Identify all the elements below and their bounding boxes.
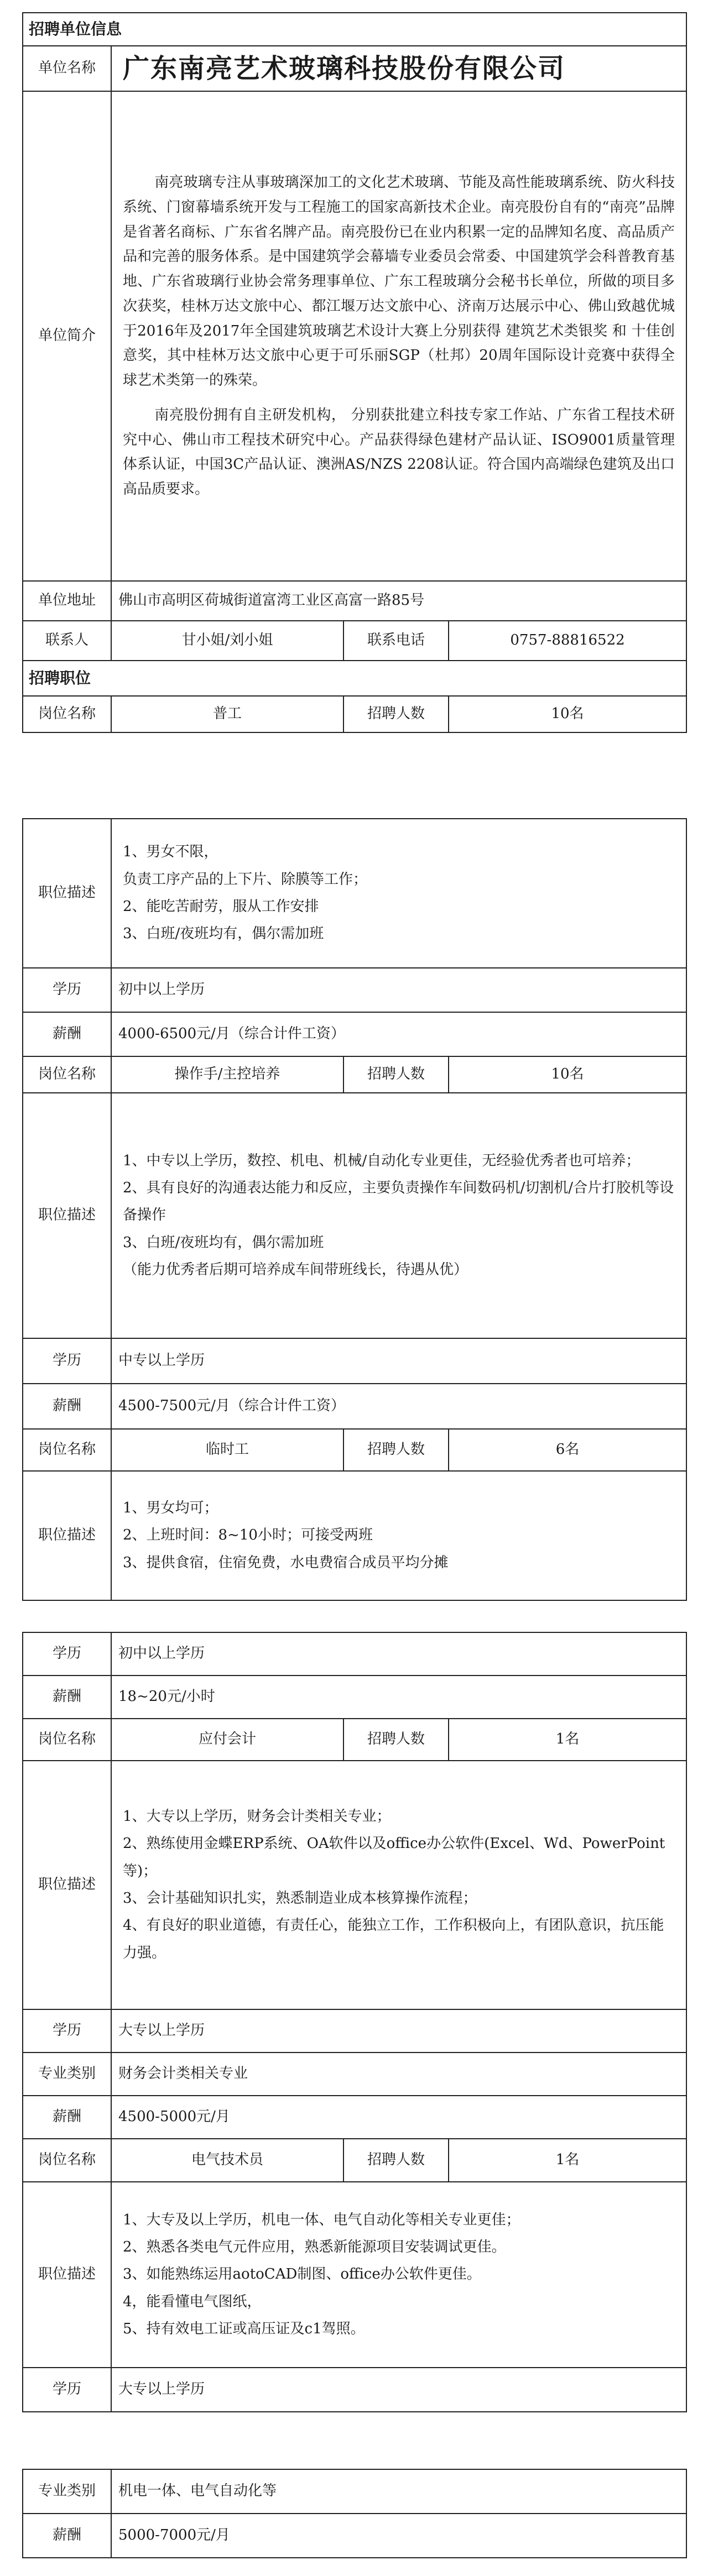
jobs-table-1 <box>22 818 687 1601</box>
section-title-positions: 招聘职位 <box>23 661 686 696</box>
job-desc-line: 2、具有良好的沟通表达能力和反应，主要负责操作车间数码机/切割机/合片打胶机等设备操作 <box>123 1179 674 1224</box>
job-education: 大专以上学历 <box>111 2368 686 2412</box>
job-salary: 18~20元/小时 <box>111 1676 686 1719</box>
job-desc-line: 1、男女不限， <box>123 844 218 861</box>
section-title-company: 招聘单位信息 <box>23 13 686 46</box>
job-desc-line: 1、男女均可； <box>123 1499 218 1516</box>
job-name: 操作手/主控培养 <box>111 1056 343 1093</box>
jobs-table-2 <box>22 1632 687 2412</box>
job-desc-line: 3、白班/夜班均有，偶尔需加班 <box>123 1234 324 1251</box>
job-desc-line: 3、提供食宿，住宿免费，水电费宿合成员平均分摊 <box>123 1554 449 1571</box>
job-count: 1名 <box>449 1719 686 1761</box>
job-education-label: 学历 <box>23 2368 111 2412</box>
job-name-label: 岗位名称 <box>23 1056 111 1093</box>
job-desc-line: 2、熟悉各类电气元件应用，熟悉新能源项目安装调试更佳。 <box>123 2238 506 2255</box>
job-major-label: 专业类别 <box>23 2053 111 2096</box>
jobs-table-3 <box>22 2469 687 2558</box>
job-major: 财务会计类相关专业 <box>111 2053 686 2096</box>
job-desc-line: 1、大专及以上学历，机电一体、电气自动化等相关专业更佳； <box>123 2211 520 2228</box>
job-desc-line: （能力优秀者后期可培养成车间带班线长，待遇从优） <box>123 1261 468 1279</box>
job-name: 临时工 <box>111 1429 343 1471</box>
job-salary-label: 薪酬 <box>23 1676 111 1719</box>
job-desc-line: 1、中专以上学历，数控、机电、机械/自动化专业更佳，无经验优秀者也可培养； <box>123 1152 641 1169</box>
job-salary-label: 薪酬 <box>23 2096 111 2139</box>
job-name-label: 岗位名称 <box>23 1719 111 1761</box>
company-address-label: 单位地址 <box>23 581 111 621</box>
job-description <box>111 1761 686 2009</box>
job-desc-line: 3、如能熟练运用aotoCAD制图、office办公软件更佳。 <box>123 2266 481 2283</box>
job-name: 应付会计 <box>111 1719 343 1761</box>
job-desc-label: 职位描述 <box>23 1761 111 2009</box>
job-count-label: 招聘人数 <box>343 1429 449 1471</box>
job-education: 初中以上学历 <box>111 968 686 1012</box>
job-salary: 4500-5000元/月 <box>111 2096 686 2139</box>
job-count-label: 招聘人数 <box>343 696 449 732</box>
contact-name: 甘小姐/刘小姐 <box>111 621 343 661</box>
company-name: 广东南亮艺术玻璃科技股份有限公司 <box>111 46 686 91</box>
job-desc-line: 1、大专以上学历，财务会计类相关专业； <box>123 1808 391 1825</box>
job-desc-label: 职位描述 <box>23 1471 111 1600</box>
job-name-label: 岗位名称 <box>23 2139 111 2182</box>
job-major: 机电一体、电气自动化等 <box>111 2469 686 2514</box>
job-desc-line: 负责工序产品的上下片、除膜等工作； <box>123 871 368 888</box>
job-count-label: 招聘人数 <box>343 1056 449 1093</box>
job-desc-line: 4、有良好的职业道德，有责任心，能独立工作，工作积极向上，有团队意识，抗压能力强。 <box>123 1917 664 1961</box>
job-desc-label: 职位描述 <box>23 2182 111 2368</box>
job-description <box>111 2182 686 2368</box>
job-desc-line: 2、上班时间：8~10小时；可接受两班 <box>123 1527 373 1544</box>
job-name: 电气技术员 <box>111 2139 343 2182</box>
job-salary: 4000-6500元/月（综合计件工资） <box>111 1012 686 1056</box>
job-desc-label: 职位描述 <box>23 1093 111 1338</box>
job-education: 初中以上学历 <box>111 1632 686 1676</box>
job-salary: 5000-7000元/月 <box>111 2514 686 2558</box>
job-description <box>111 1093 686 1338</box>
company-name-label: 单位名称 <box>23 46 111 91</box>
job-salary-label: 薪酬 <box>23 2514 111 2558</box>
job-desc-line: 3、白班/夜班均有，偶尔需加班 <box>123 925 324 943</box>
job-desc-line: 2、能吃苦耐劳，服从工作安排 <box>123 898 319 915</box>
job-desc-line: 5、持有效电工证或高压证及c1驾照。 <box>123 2321 365 2338</box>
job-desc-line: 4，能看懂电气图纸， <box>123 2293 262 2310</box>
job-name: 普工 <box>111 696 343 732</box>
job-major-label: 专业类别 <box>23 2469 111 2514</box>
company-intro-label: 单位简介 <box>23 91 111 581</box>
job-count: 6名 <box>449 1429 686 1471</box>
job-name-label: 岗位名称 <box>23 696 111 732</box>
job-salary: 4500-7500元/月（综合计件工资） <box>111 1384 686 1429</box>
job-education-label: 学历 <box>23 1338 111 1384</box>
company-address: 佛山市高明区荷城街道富湾工业区高富一路85号 <box>111 581 686 621</box>
job-desc-line: 3、会计基础知识扎实，熟悉制造业成本核算操作流程； <box>123 1890 477 1907</box>
company-info-table <box>22 12 687 733</box>
job-count-label: 招聘人数 <box>343 1719 449 1761</box>
job-education: 大专以上学历 <box>111 2009 686 2053</box>
phone-number: 0757-88816522 <box>449 621 686 661</box>
job-count-label: 招聘人数 <box>343 2139 449 2182</box>
company-intro-paragraph-2: 南亮股份拥有自主研发机构， 分别获批建立科技专家工作站、广东省工程技术研究中心、佛山市工程技术研究中心。产品获得绿色建材产品认证、ISO9001质量管理体系认证，中国3C产品认证、澳洲AS/NZS 2208认证。符合国内高端绿色建筑及出口高品质要求。 <box>123 406 675 498</box>
job-count: 10名 <box>449 1056 686 1093</box>
job-education-label: 学历 <box>23 968 111 1012</box>
company-intro <box>111 91 686 581</box>
job-count: 1名 <box>449 2139 686 2182</box>
job-description <box>111 1471 686 1600</box>
job-count: 10名 <box>449 696 686 732</box>
company-intro-paragraph-1: 南亮玻璃专注从事玻璃深加工的文化艺术玻璃、节能及高性能玻璃系统、防火科技系统、门窗幕墙系统开发与工程施工的国家高新技术企业。南亮股份自有的“南亮”品牌是省著名商标、广东省名牌产品。南亮股份已在业内积累一定的品牌知名度、高品质产品和完善的服务体系。是中国建筑学会幕墙专业委员会常委、中国建筑学会科普教育基地、广东省玻璃行业协会常务理事单位、广东工程玻璃分会秘书长单位，所做的项目多次获奖，桂林万达文旅中心、都江堰万达文旅中心、济南万达展示中心、佛山致越优城于2016年及2017年全国建筑玻璃艺术设计大赛上分别获得 建筑艺术类银奖 和 十佳创意奖，其中桂林万达文旅中心更于可乐丽SGP（杜邦）20周年国际设计竞赛中获得全球艺术类第一的殊荣。 <box>123 174 675 389</box>
job-desc-line: 2、熟练使用金蝶ERP系统、OA软件以及office办公软件(Excel、Wd、PowerPoint等)； <box>123 1835 665 1879</box>
phone-label: 联系电话 <box>343 621 449 661</box>
job-desc-label: 职位描述 <box>23 819 111 968</box>
job-description <box>111 819 686 968</box>
contact-label: 联系人 <box>23 621 111 661</box>
job-name-label: 岗位名称 <box>23 1429 111 1471</box>
job-education: 中专以上学历 <box>111 1338 686 1384</box>
job-salary-label: 薪酬 <box>23 1384 111 1429</box>
job-education-label: 学历 <box>23 2009 111 2053</box>
job-salary-label: 薪酬 <box>23 1012 111 1056</box>
job-education-label: 学历 <box>23 1632 111 1676</box>
